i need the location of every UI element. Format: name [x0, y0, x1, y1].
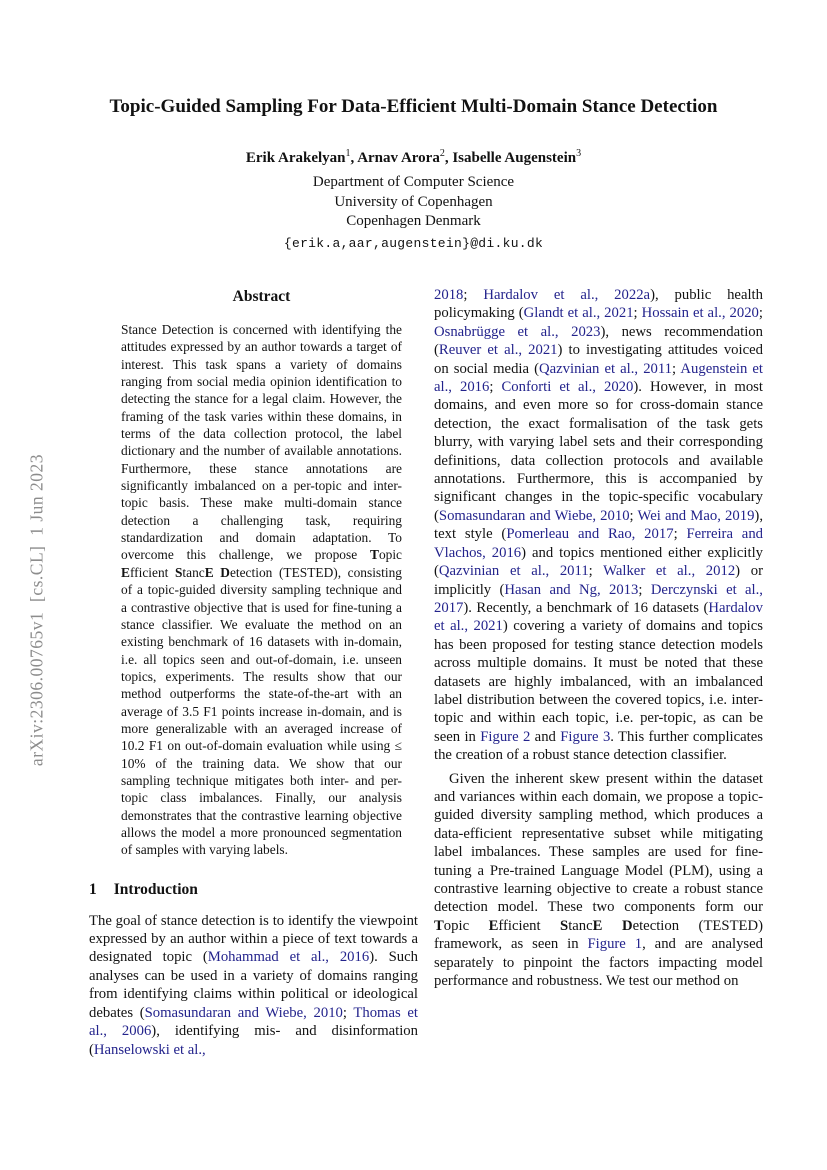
affiliation-line-3: Copenhagen Denmark [346, 213, 481, 229]
figure-ref-link[interactable]: Figure 1 [587, 936, 643, 953]
citation-link[interactable]: Hardalov et al., 2022a [483, 287, 651, 303]
abstract-block [121, 288, 402, 859]
citation-link[interactable]: Osnabrügge et al., 2023 [434, 323, 601, 340]
text-segment: opic [378, 547, 402, 563]
author-affiliation-sup: 2 [439, 148, 445, 159]
abstract-heading: Abstract [232, 288, 291, 305]
intro-paragraph-1-left [89, 912, 418, 1059]
author-affiliation-sup: 3 [576, 148, 582, 159]
text-segment: E [121, 564, 130, 580]
text-segment: S [560, 917, 569, 934]
author-name: Erik Arakelyan [245, 150, 346, 166]
text-segment: ) and topics mentioned either explicitly ( [434, 544, 763, 580]
text-segment: ). However, in most domains, and even more so for cross-domain stance detection, the exact formalisation of the task gets blurry, with varying label sets and their corresponding definitions, data collection protocols and available annotations. Furthermore, this is accompanied by significant changes in the topic-specific vocabulary ( [434, 379, 763, 524]
text-segment: ). Such analyses can be used in a variety of domains ranging from identifying claims within political or ideological debates ( [89, 949, 418, 1021]
affiliation-line-2: University of Copenhagen [334, 193, 493, 210]
text-segment: ), text style ( [434, 507, 763, 543]
arxiv-watermark: arXiv:2306.00765v1 [cs.CL] 1 Jun 2023 [26, 453, 47, 767]
left-column [89, 286, 418, 1059]
intro-paragraph-1-continuation [434, 286, 763, 765]
citation-link[interactable]: Somasundaran and Wiebe, 2010 [438, 507, 630, 524]
text-segment: ), identifying mis- and disinformation ( [89, 1023, 418, 1058]
section-title: Introduction [113, 880, 198, 898]
text-segment: etection (TESTED) framework, as seen in [434, 917, 764, 953]
paper-title: Topic-Guided Sampling For Data-Efficient Multi-Domain Stance Detection [109, 96, 718, 117]
citation-link[interactable]: 2018 [434, 287, 464, 303]
text-segment: ), news recommendation ( [434, 323, 763, 359]
text-segment: ; [588, 563, 604, 580]
text-segment: . This further complicates the creation of a robust stance detection classifier. [434, 728, 763, 764]
citation-link[interactable]: Reuver et al., 2021 [438, 342, 558, 359]
text-segment: ; [638, 581, 651, 598]
text-segment: D [220, 564, 230, 580]
text-segment: S [174, 564, 183, 580]
authors-line: Erik Arakelyan$^1$, Arnav Arora$^2$, Isabelle Augenstein$^3$ [245, 148, 582, 166]
text-segment: E [488, 917, 499, 934]
text-segment: ) to investigating attitudes voiced on social media ( [434, 342, 763, 377]
email-line: {erik.a,aar,augenstein}@di.ku.dk [283, 235, 544, 251]
citation-link[interactable]: Glandt et al., 2021 [523, 305, 634, 322]
text-segment: ; [672, 360, 681, 377]
text-segment: Stance Detection is concerned with identifying the attitudes expressed by an author towards a target of interest. This task spans a variety of domains ranging from social media opinion identification to detecting the stance for a legal claim. However, the framing of the task varies within these domains, in terms of the data collection protocol, the label dictionary and the number of available annotations. Furthermore, these stance annotations are significantly imbalanced on a per-topic and inter-topic basis. These make multi-domain stance detection a challenging task, requiring standardization and domain adaptation. To overcome this challenge, we propose [121, 322, 402, 563]
text-segment: T [434, 917, 444, 934]
citation-link[interactable]: Qazvinian et al., 2011 [539, 360, 673, 377]
citation-link[interactable]: Hossain et al., 2020 [641, 305, 759, 322]
right-column [434, 286, 763, 1059]
paper-header [0, 0, 827, 251]
text-segment: ), public health policymaking ( [434, 287, 763, 322]
text-segment: ). Recently, a benchmark of 16 datasets ( [463, 599, 709, 616]
text-segment: T [370, 547, 379, 563]
citation-link[interactable]: Walker et al., 2012 [603, 563, 736, 580]
figure-ref-link[interactable]: Figure 2 [480, 728, 531, 745]
figure-ref-link[interactable]: Figure 3 [560, 728, 611, 745]
author-name: Isabelle Augenstein [452, 150, 577, 166]
text-segment: The goal of stance detection is to identify the viewpoint expressed by an author within a piece of text towards a designated topic ( [89, 912, 418, 966]
text-segment: ; [342, 1004, 354, 1021]
two-column-body [89, 286, 763, 1059]
citation-link[interactable]: Hasan and Ng, 2013 [504, 581, 639, 598]
text-segment: opic [443, 917, 489, 934]
text-segment: and [530, 728, 561, 745]
citation-link[interactable]: Pomerleau and Rao, 2017 [506, 526, 674, 543]
text-segment: etection (TESTED), consisting of a topic-guided diversity sampling technique and a contrastive objective that is used for fine-tuning a stance classifier. We evaluate the method on an existing benchmark of 16 datasets with in-domain, i.e. all topics seen and out-of-domain, i.e. unseen topics, experiments. The results show that our method outperforms the state-of-the-art with an average of 3.5 F1 points increase in-domain, and is more generalizable with an averaged increase of 10.2 F1 on out-of-domain evaluation while using ≤ 10% of the training data. We show that our sampling technique mitigates both inter- and per-topic class imbalances. Finally, our analysis demonstrates that the contrastive learning objective allows the model a more pronounced segmentation of samples with varying labels. [121, 564, 402, 858]
citation-link[interactable]: Hanselowski et al., [93, 1041, 206, 1058]
text-segment: E [592, 917, 603, 934]
citation-link[interactable]: Derczynski et al., 2017 [434, 581, 763, 616]
abstract-text [121, 321, 402, 859]
text-segment: fficient [498, 917, 561, 934]
text-segment: ; [673, 526, 687, 543]
text-segment: ; [633, 305, 642, 322]
author-name: Arnav Arora [357, 150, 440, 166]
text-segment: E [204, 564, 214, 580]
text-segment [602, 918, 622, 934]
citation-link[interactable]: Augenstein et al., 2016 [434, 360, 763, 396]
section-heading-introduction [89, 881, 418, 899]
citation-link[interactable]: Ferreira and Vlachos, 2016 [434, 526, 764, 561]
citation-link[interactable]: Qazvinian et al., 2011 [438, 563, 589, 580]
text-segment: tanc [182, 564, 205, 580]
intro-paragraph-2 [434, 770, 763, 991]
text-segment: ; [629, 507, 638, 524]
citation-link[interactable]: Mohammad et al., 2016 [207, 949, 370, 966]
author-affiliation-sup: 1 [345, 148, 351, 159]
citation-link[interactable]: Conforti et al., 2020 [501, 379, 634, 396]
citation-link[interactable]: Somasundaran and Wiebe, 2010 [144, 1004, 343, 1021]
citation-link[interactable]: Thomas et al., 2006 [89, 1004, 418, 1040]
text-segment: Given the inherent skew present within the dataset and variances within each domain, we propose a topic-guided diversity sampling method, which produces a data-efficient representative subset while mitigating label imbalances. These samples are used for fine-tuning a Pre-trained Language Model (PLM), using a contrastive learning objective to create a robust stance detection model. These two components form our [434, 770, 763, 916]
text-segment: ) or implicitly ( [434, 563, 763, 598]
text-segment: ; [463, 287, 484, 303]
text-segment: tanc [568, 917, 593, 934]
text-segment: fficient [129, 564, 175, 580]
text-segment: , and are analysed separately to pinpoint the factors impacting model performance and robustness. We test our method on [434, 936, 763, 990]
text-segment: ; [758, 305, 763, 322]
text-segment: ) covering a variety of domains and topics has been proposed for testing stance detection models across multiple domains. It must be noted that these datasets are highly imbalanced, with an imbalanced label distribution between the covered topics, i.e. inter-topic and within each topic, i.e. per-topic, as can be seen in [434, 618, 763, 745]
citation-link[interactable]: Hardalov et al., 2021 [434, 599, 763, 635]
section-number: 1 [89, 880, 97, 898]
text-segment: ; [489, 379, 502, 396]
affiliation-line-1: Department of Computer Science [312, 174, 515, 190]
text-segment: D [621, 917, 633, 934]
citation-link[interactable]: Wei and Mao, 2019 [637, 507, 755, 524]
